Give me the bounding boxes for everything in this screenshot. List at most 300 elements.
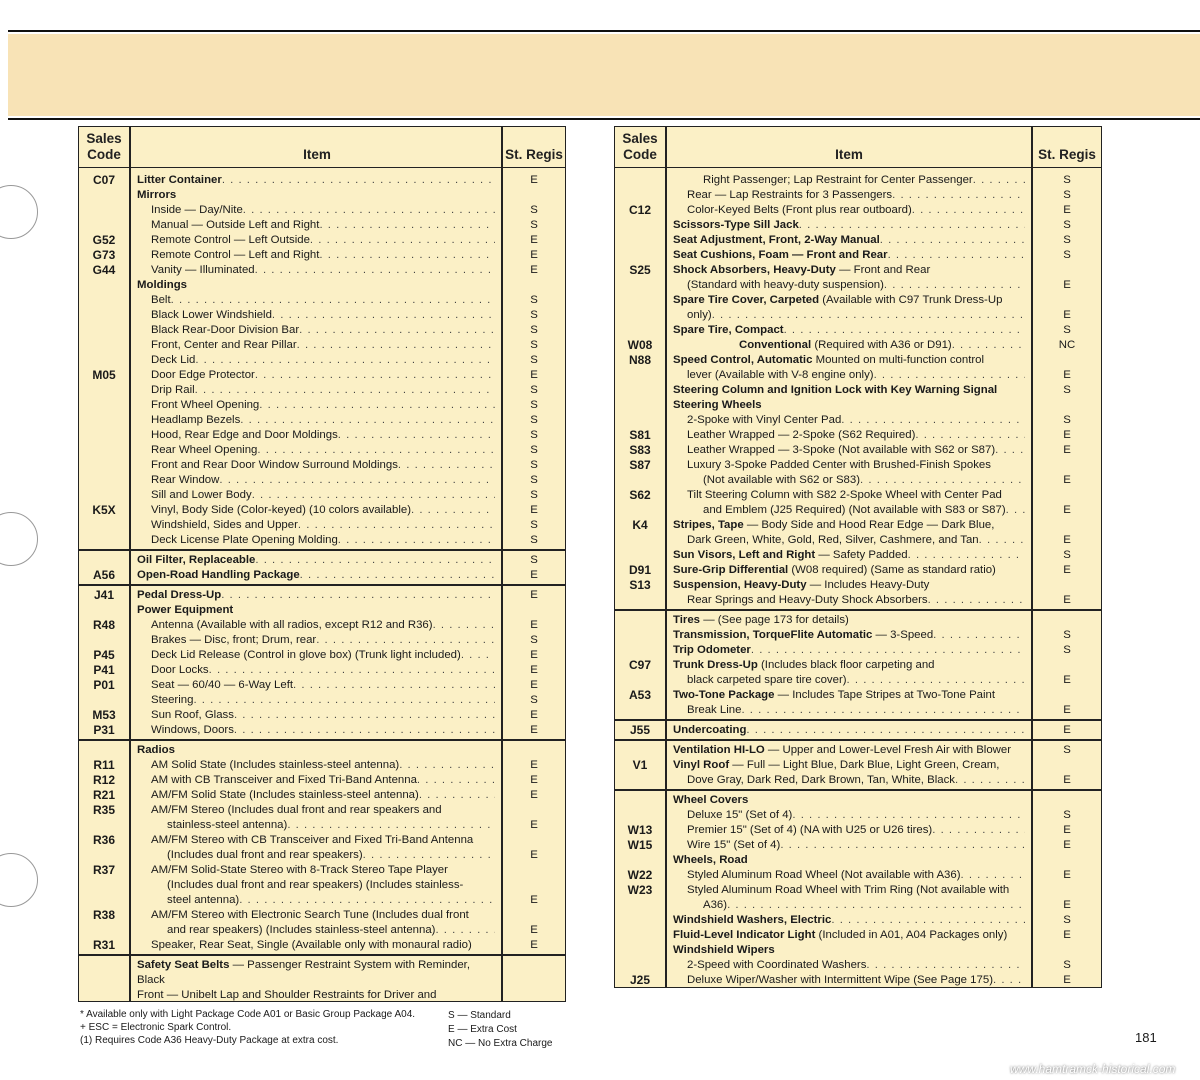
item-text	[673, 578, 1025, 593]
item-label: Moldings	[137, 279, 187, 291]
item-label: Styled Aluminum Road Wheel (Not available with A36)	[687, 869, 961, 881]
leader-dots	[297, 338, 495, 353]
leader-dots	[195, 383, 495, 398]
table-row	[79, 233, 565, 248]
table-row	[615, 898, 1101, 913]
item-text	[687, 278, 1025, 293]
item-label: AM/FM Solid-State Stereo with 8-Track Stereo Tape Player	[151, 864, 448, 876]
leader-dots	[993, 973, 1025, 988]
item-text	[687, 958, 1025, 973]
availability-code: E	[530, 619, 538, 631]
item-text	[151, 443, 495, 458]
item-text	[673, 263, 1025, 278]
table-row	[615, 578, 1101, 593]
table-row	[79, 533, 565, 548]
item-text	[151, 678, 495, 693]
table-row	[615, 338, 1101, 353]
item-text	[673, 913, 1025, 928]
table-row	[79, 503, 565, 518]
availability-code: E	[530, 664, 538, 676]
item-text	[151, 473, 495, 488]
item-text	[151, 308, 495, 323]
leader-dots	[417, 773, 495, 788]
table-row	[79, 293, 565, 308]
item-label: Inside — Day/Nite	[151, 204, 243, 216]
leader-dots	[255, 263, 495, 278]
section-rule	[79, 954, 565, 956]
leader-dots	[316, 633, 495, 648]
leader-dots	[171, 293, 495, 308]
item-label: Antenna (Available with all radios, except R12 and R36)	[151, 619, 433, 631]
item-label: Front Wheel Opening	[151, 399, 260, 411]
availability-code: S	[530, 324, 538, 336]
item-text	[167, 878, 495, 893]
sales-code: S62	[629, 488, 651, 502]
item-label: AM/FM Stereo (Includes dual front and rear speakers and	[151, 804, 442, 816]
sales-code: S81	[629, 428, 651, 442]
item-text	[137, 188, 495, 203]
availability-code: S	[1063, 549, 1071, 561]
section-rule	[615, 789, 1101, 791]
item-text	[673, 293, 1025, 308]
sales-code: G52	[92, 233, 116, 247]
item-text	[151, 708, 495, 723]
sales-code: W23	[627, 883, 653, 897]
table-row	[79, 458, 565, 473]
table-row	[615, 758, 1101, 773]
leader-dots	[219, 473, 495, 488]
header-st-regis: St. Regis	[1038, 147, 1096, 162]
item-label: Mirrors	[137, 189, 177, 201]
item-text	[151, 833, 495, 848]
item-text	[673, 323, 1025, 338]
leader-dots	[915, 428, 1025, 443]
table-row	[79, 788, 565, 803]
availability-code: E	[530, 724, 538, 736]
item-label: Headlamp Bezels	[151, 414, 241, 426]
table-row	[615, 563, 1101, 578]
table-row	[79, 803, 565, 818]
table-row	[615, 743, 1101, 758]
item-text	[673, 643, 1025, 658]
table-row	[79, 413, 565, 428]
leader-dots	[298, 518, 495, 533]
availability-code: E	[1063, 724, 1071, 736]
item-text	[151, 863, 495, 878]
table-row	[79, 923, 565, 938]
table-row	[79, 278, 565, 293]
item-text	[687, 838, 1025, 853]
availability-code: E	[1063, 369, 1071, 381]
availability-code: E	[1063, 704, 1071, 716]
table-row	[615, 808, 1101, 823]
table-header	[79, 127, 565, 168]
item-text	[151, 413, 495, 428]
availability-code: E	[530, 924, 538, 936]
sales-code: R38	[92, 908, 115, 922]
leader-dots	[932, 823, 1025, 838]
binder-hole	[0, 512, 38, 566]
availability-code: S	[1063, 384, 1071, 396]
leader-dots	[272, 308, 495, 323]
table-row	[79, 368, 565, 383]
item-text	[151, 323, 495, 338]
item-label: Leather Wrapped — 2-Spoke (S62 Required)	[687, 429, 916, 441]
table-row	[79, 633, 565, 648]
table-row	[79, 648, 565, 663]
sales-code: P45	[93, 648, 115, 662]
sales-code: R48	[92, 618, 115, 632]
availability-code: S	[1063, 249, 1071, 261]
table-row	[79, 248, 565, 263]
availability-code: S	[530, 219, 538, 231]
item-text	[151, 203, 495, 218]
sales-code: G44	[92, 263, 116, 277]
section-rule	[615, 609, 1101, 611]
item-label: Black Lower Windshield	[151, 309, 272, 321]
table-row	[615, 413, 1101, 428]
item-label: black carpeted spare tire cover)	[687, 674, 847, 686]
sales-code: S87	[629, 458, 651, 472]
table-row	[79, 473, 565, 488]
item-text	[673, 688, 1025, 703]
sales-code: R37	[92, 863, 115, 877]
sales-code: J55	[629, 723, 651, 737]
leader-dots	[746, 723, 1025, 738]
leader-dots	[741, 703, 1025, 718]
item-label: Hood, Rear Edge and Door Moldings	[151, 429, 338, 441]
sales-code: R36	[92, 833, 115, 847]
leader-dots	[860, 473, 1025, 488]
availability-code: E	[530, 249, 538, 261]
sales-code: N88	[628, 353, 651, 367]
leader-dots	[411, 503, 495, 518]
table-row	[79, 663, 565, 678]
sales-code: C12	[628, 203, 651, 217]
leader-dots	[799, 218, 1025, 233]
item-text	[687, 868, 1025, 883]
item-label: Wheels, Road	[673, 854, 748, 866]
item-label: Power Equipment	[137, 604, 234, 616]
item-text	[151, 338, 495, 353]
leader-dots	[222, 173, 495, 188]
table-row	[79, 958, 565, 973]
item-label: Undercoating	[673, 724, 747, 736]
leader-dots	[751, 643, 1025, 658]
table-row	[615, 823, 1101, 838]
item-label: Vinyl Roof — Full — Light Blue, Dark Blue, Light Green, Cream,	[673, 759, 1000, 771]
item-label: (Not available with S62 or S83)	[703, 474, 861, 486]
item-label: Drip Rail	[151, 384, 195, 396]
availability-code: E	[530, 369, 538, 381]
leader-dots	[880, 233, 1025, 248]
leader-dots	[433, 618, 495, 633]
leader-dots	[243, 203, 495, 218]
sales-code: M05	[92, 368, 116, 382]
availability-code: E	[1063, 869, 1071, 881]
binder-hole	[0, 853, 38, 907]
table-row	[79, 618, 565, 633]
availability-code: S	[1063, 324, 1071, 336]
table-row	[615, 278, 1101, 293]
leader-dots	[784, 323, 1025, 338]
item-label: steel antenna)	[167, 894, 240, 906]
sales-code: J41	[93, 588, 115, 602]
header-sales-label: Sales	[622, 131, 658, 146]
table-row	[615, 533, 1101, 548]
item-text	[673, 218, 1025, 233]
leader-dots	[912, 203, 1025, 218]
footnote: (1) Requires Code A36 Heavy-Duty Package at extra cost.	[80, 1035, 339, 1046]
availability-code: E	[1063, 674, 1071, 686]
leader-dots	[435, 923, 495, 938]
leader-dots	[952, 338, 1025, 353]
item-text	[151, 353, 495, 368]
table-row	[79, 708, 565, 723]
sales-code: M53	[92, 708, 116, 722]
binder-hole	[0, 185, 38, 239]
item-text	[151, 458, 495, 473]
item-text	[151, 803, 495, 818]
availability-code: S	[1063, 644, 1071, 656]
availability-code: E	[1063, 774, 1071, 786]
table-row	[615, 593, 1101, 608]
table-row	[79, 383, 565, 398]
availability-code: E	[530, 264, 538, 276]
table-row	[79, 818, 565, 833]
leader-dots	[363, 848, 495, 863]
table-row	[79, 323, 565, 338]
table-row	[79, 353, 565, 368]
item-label: Break Line	[687, 704, 742, 716]
item-label: Conventional (Required with A36 or D91)	[739, 339, 952, 351]
item-label: Safety Seat Belts — Passenger Restraint System with Reminder,	[137, 959, 470, 971]
table-row	[615, 308, 1101, 323]
item-label: Wheel Covers	[673, 794, 749, 806]
item-text	[151, 663, 495, 678]
table-row	[79, 878, 565, 893]
availability-code: E	[1063, 429, 1071, 441]
leader-dots	[979, 533, 1025, 548]
legend-extra-cost: E — Extra Cost	[448, 1024, 517, 1035]
table-row	[615, 233, 1101, 248]
availability-code: E	[530, 759, 538, 771]
table-row	[615, 868, 1101, 883]
availability-code: S	[530, 339, 538, 351]
availability-code: S	[530, 444, 538, 456]
table-row	[79, 488, 565, 503]
header-sales-code	[79, 127, 129, 167]
item-text	[151, 488, 495, 503]
header-sales-label: Sales	[86, 131, 122, 146]
options-table-right	[614, 126, 1102, 988]
table-row	[79, 863, 565, 878]
table-row	[615, 203, 1101, 218]
availability-code: S	[530, 459, 538, 471]
availability-code: S	[530, 384, 538, 396]
table-row	[79, 443, 565, 458]
footnotes	[80, 1008, 415, 1047]
availability-code: S	[1063, 189, 1071, 201]
item-label: Door Locks	[151, 664, 209, 676]
availability-code: S	[530, 489, 538, 501]
item-text	[151, 723, 495, 738]
availability-code: E	[530, 679, 538, 691]
item-label: Rear Springs and Heavy-Duty Shock Absorbers	[687, 594, 928, 606]
sales-code: S13	[629, 578, 651, 592]
leader-dots	[221, 588, 495, 603]
table-row	[79, 603, 565, 618]
header-item: Item	[835, 147, 863, 162]
item-label: Speaker, Rear Seat, Single (Available only with monaural radio)	[151, 939, 472, 951]
item-text	[687, 773, 1025, 788]
item-text	[137, 553, 495, 568]
availability-code: S	[1063, 744, 1071, 756]
availability-code: S	[1063, 174, 1071, 186]
availability-code: S	[530, 554, 538, 566]
leader-dots	[319, 218, 495, 233]
item-label: Seat Adjustment, Front, 2-Way Manual	[673, 234, 880, 246]
table-row	[615, 263, 1101, 278]
leader-dots	[866, 958, 1025, 973]
leader-dots	[847, 673, 1025, 688]
leader-dots	[193, 693, 495, 708]
availability-code: E	[530, 894, 538, 906]
table-row	[615, 943, 1101, 958]
item-text	[151, 248, 495, 263]
leader-dots	[884, 278, 1025, 293]
sales-code: S25	[629, 263, 651, 277]
sales-code: W22	[627, 868, 653, 882]
availability-code: S	[530, 414, 538, 426]
availability-code: E	[530, 569, 538, 581]
item-label: Steering Wheels	[673, 399, 762, 411]
leader-dots	[209, 663, 495, 678]
item-label: Steering	[151, 694, 194, 706]
item-label: Spare Tire, Compact	[673, 324, 784, 336]
item-text	[151, 428, 495, 443]
leader-dots	[398, 458, 495, 473]
item-label: AM/FM Stereo with CB Transceiver and Fixed Tri-Band Antenna	[151, 834, 474, 846]
leader-dots	[310, 233, 495, 248]
leader-dots	[299, 323, 495, 338]
sales-code: W15	[627, 838, 653, 852]
leader-dots	[239, 893, 495, 908]
sales-code: R31	[92, 938, 115, 952]
leader-dots	[293, 678, 495, 693]
table-row	[79, 773, 565, 788]
availability-code: E	[1063, 309, 1071, 321]
item-label: Brakes — Disc, front; Drum, rear	[151, 634, 317, 646]
item-label: Steering Column and Ignition Lock with Key Warning Signal	[673, 384, 998, 396]
item-label: AM Solid State (Includes stainless-steel antenna)	[151, 759, 400, 771]
item-label: Spare Tire Cover, Carpeted (Available with C97 Trunk Dress-Up	[673, 294, 1003, 306]
availability-code: E	[1063, 474, 1071, 486]
leader-dots	[928, 593, 1025, 608]
header-sales-code	[615, 127, 665, 167]
item-text	[151, 518, 495, 533]
leader-dots	[995, 443, 1025, 458]
leader-dots	[252, 488, 495, 503]
table-row	[79, 518, 565, 533]
leader-dots	[973, 173, 1025, 188]
item-text	[137, 743, 495, 758]
item-text	[151, 908, 495, 923]
table-row	[615, 913, 1101, 928]
sales-code: R21	[92, 788, 115, 802]
availability-code: S	[1063, 234, 1071, 246]
availability-code: S	[530, 399, 538, 411]
availability-code: E	[1063, 534, 1071, 546]
leader-dots	[255, 553, 495, 568]
table-row	[79, 908, 565, 923]
leader-dots	[287, 818, 495, 833]
item-text	[151, 263, 495, 278]
item-label: stainless-steel antenna)	[167, 819, 288, 831]
item-text	[673, 628, 1025, 643]
item-text	[167, 848, 495, 863]
item-label: Deck Lid	[151, 354, 196, 366]
sales-code: S83	[629, 443, 651, 457]
item-label: Fluid-Level Indicator Light (Included in A01, A04 Packages only)	[673, 929, 1008, 941]
item-label: Black Rear-Door Division Bar	[151, 324, 300, 336]
item-label: Front, Center and Rear Pillar	[151, 339, 297, 351]
sales-code: P41	[93, 663, 115, 677]
table-row	[79, 693, 565, 708]
item-label: Radios	[137, 744, 175, 756]
table-row	[615, 218, 1101, 233]
item-label: Oil Filter, Replaceable	[137, 554, 256, 566]
item-text	[673, 723, 1025, 738]
item-label: Tires — (See page 173 for details)	[673, 614, 849, 626]
availability-code: S	[530, 534, 538, 546]
table-row	[79, 553, 565, 568]
availability-code: E	[1063, 279, 1071, 291]
item-text	[151, 758, 495, 773]
leader-dots	[195, 353, 495, 368]
table-row	[615, 723, 1101, 738]
availability-code: S	[530, 294, 538, 306]
item-text	[687, 368, 1025, 383]
leader-dots	[888, 248, 1025, 263]
item-label: 2-Spoke with Vinyl Center Pad	[687, 414, 842, 426]
item-label: Manual — Outside Left and Right	[151, 219, 320, 231]
item-text	[151, 293, 495, 308]
table-row	[615, 838, 1101, 853]
item-text	[687, 203, 1025, 218]
item-text	[673, 563, 1025, 578]
table-row	[615, 973, 1101, 988]
table-row	[615, 853, 1101, 868]
table-row	[615, 188, 1101, 203]
item-text	[673, 518, 1025, 533]
item-label: Windshield Washers, Electric	[673, 914, 832, 926]
availability-code: E	[1063, 974, 1071, 986]
availability-code: E	[530, 709, 538, 721]
item-label: Deck Lid Release (Control in glove box) (Trunk light included)	[151, 649, 461, 661]
item-label: Trunk Dress-Up (Includes black floor carpeting and	[673, 659, 935, 671]
availability-code: S	[530, 204, 538, 216]
header-code-label: Code	[87, 147, 121, 162]
section-rule	[79, 739, 565, 741]
item-text	[673, 548, 1025, 563]
table-row	[79, 848, 565, 863]
table-row	[79, 893, 565, 908]
leader-dots	[399, 758, 495, 773]
leader-dots	[874, 368, 1025, 383]
item-text	[687, 413, 1025, 428]
item-label: Open-Road Handling Package	[137, 569, 300, 581]
